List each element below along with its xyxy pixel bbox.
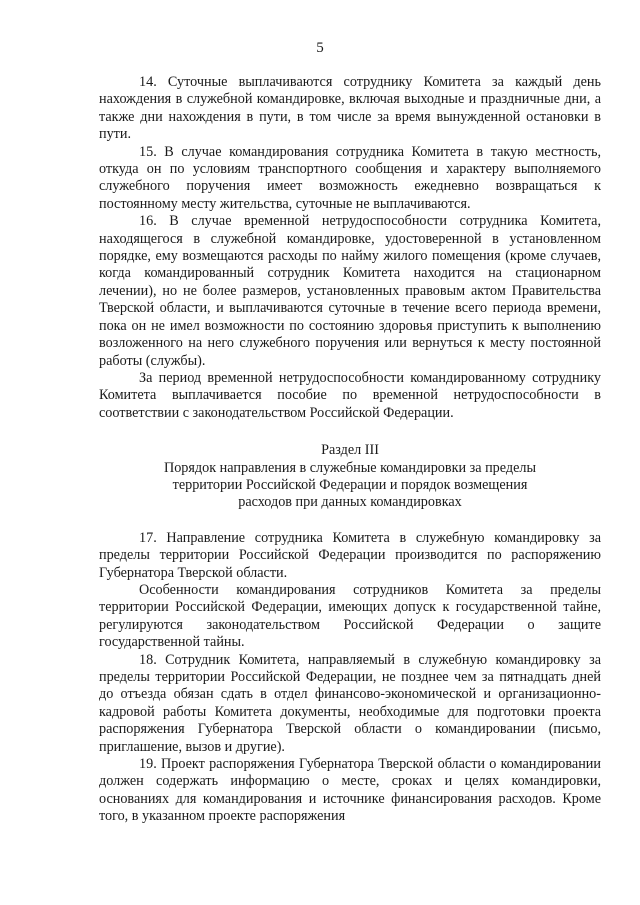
section-3-heading xyxy=(99,442,601,512)
section-title-line-1: Порядок направления в служебные командировки за пределы xyxy=(163,459,537,476)
section-3-body xyxy=(99,530,601,826)
paragraph-16-continuation: За период временной нетрудоспособности командированному сотруднику Комитета выплачивается пособие по временной нетрудоспособности в соответствии с законодательством Российской Федерации. xyxy=(99,369,601,421)
page-number: 5 xyxy=(316,40,324,56)
paragraph-17: 17. Направление сотрудника Комитета в служебную командировку за пределы территории Российской Федерации производится по распоряжению Губернатора Тверской области. xyxy=(99,529,601,581)
section-title-line-3: расходов при данных командировках xyxy=(238,494,462,511)
paragraph-19: 19. Проект распоряжения Губернатора Тверской области о командировании должен содержать информацию о месте, сроках и целях командировки, основаниях для командирования и источнике финансирования расходов. Кроме того, в указанном проекте распоряжения xyxy=(99,756,601,825)
paragraph-16: 16. В случае временной нетрудоспособности сотрудника Комитета, находящегося в служебной командировке, удостоверенной в установленном порядке, ему возмещаются расходы по найму жилого помещения (кроме случаев, когда командированный сотрудник Комитета находится на стационарном лечении), но не более размеров, установленных правовым актом Правительства Тверской области, и выплачиваются суточные в течение всего периода времени, пока он не имел возможности по состоянию здоровья приступить к выполнению возложенного на него служебного поручения или вернуться к месту постоянной работы (службы). xyxy=(99,213,601,369)
section-title-line-2: территории Российской Федерации и порядок возмещения xyxy=(172,476,528,493)
paragraph-18: 18. Сотрудник Комитета, направляемый в служебную командировку за пределы территории Российской Федерации, не позднее чем за пятнадцать дней до отъезда обязан сдать в отдел финансово-экономической и организационно-кадровой работы Комитета документы, необходимые для подготовки проекта распоряжения Губернатора Тверской области о командировании (письмо, приглашение, вызов и другие). xyxy=(99,651,601,755)
paragraph-15: 15. В случае командирования сотрудника Комитета в такую местность, откуда он по условиям транспортного сообщения и характеру выполняемого служебного поручения имеет возможность ежедневно возвращаться к постоянному месту жительства, суточные не выплачиваются. xyxy=(99,143,601,212)
paragraph-14: 14. Суточные выплачиваются сотруднику Комитета за каждый день нахождения в служебной командировке, включая выходные и праздничные дни, а также дни нахождения в пути, в том числе за время вынужденной остановки в пути. xyxy=(99,74,601,143)
paragraph-17-continuation: Особенности командирования сотрудников Комитета за пределы территории Российской Федерации, имеющих допуск к государственной тайне, регулируются законодательством Российской Федерации о защите государственной тайны. xyxy=(99,581,601,651)
document-body xyxy=(99,74,601,826)
section-label: Раздел III xyxy=(321,442,379,459)
